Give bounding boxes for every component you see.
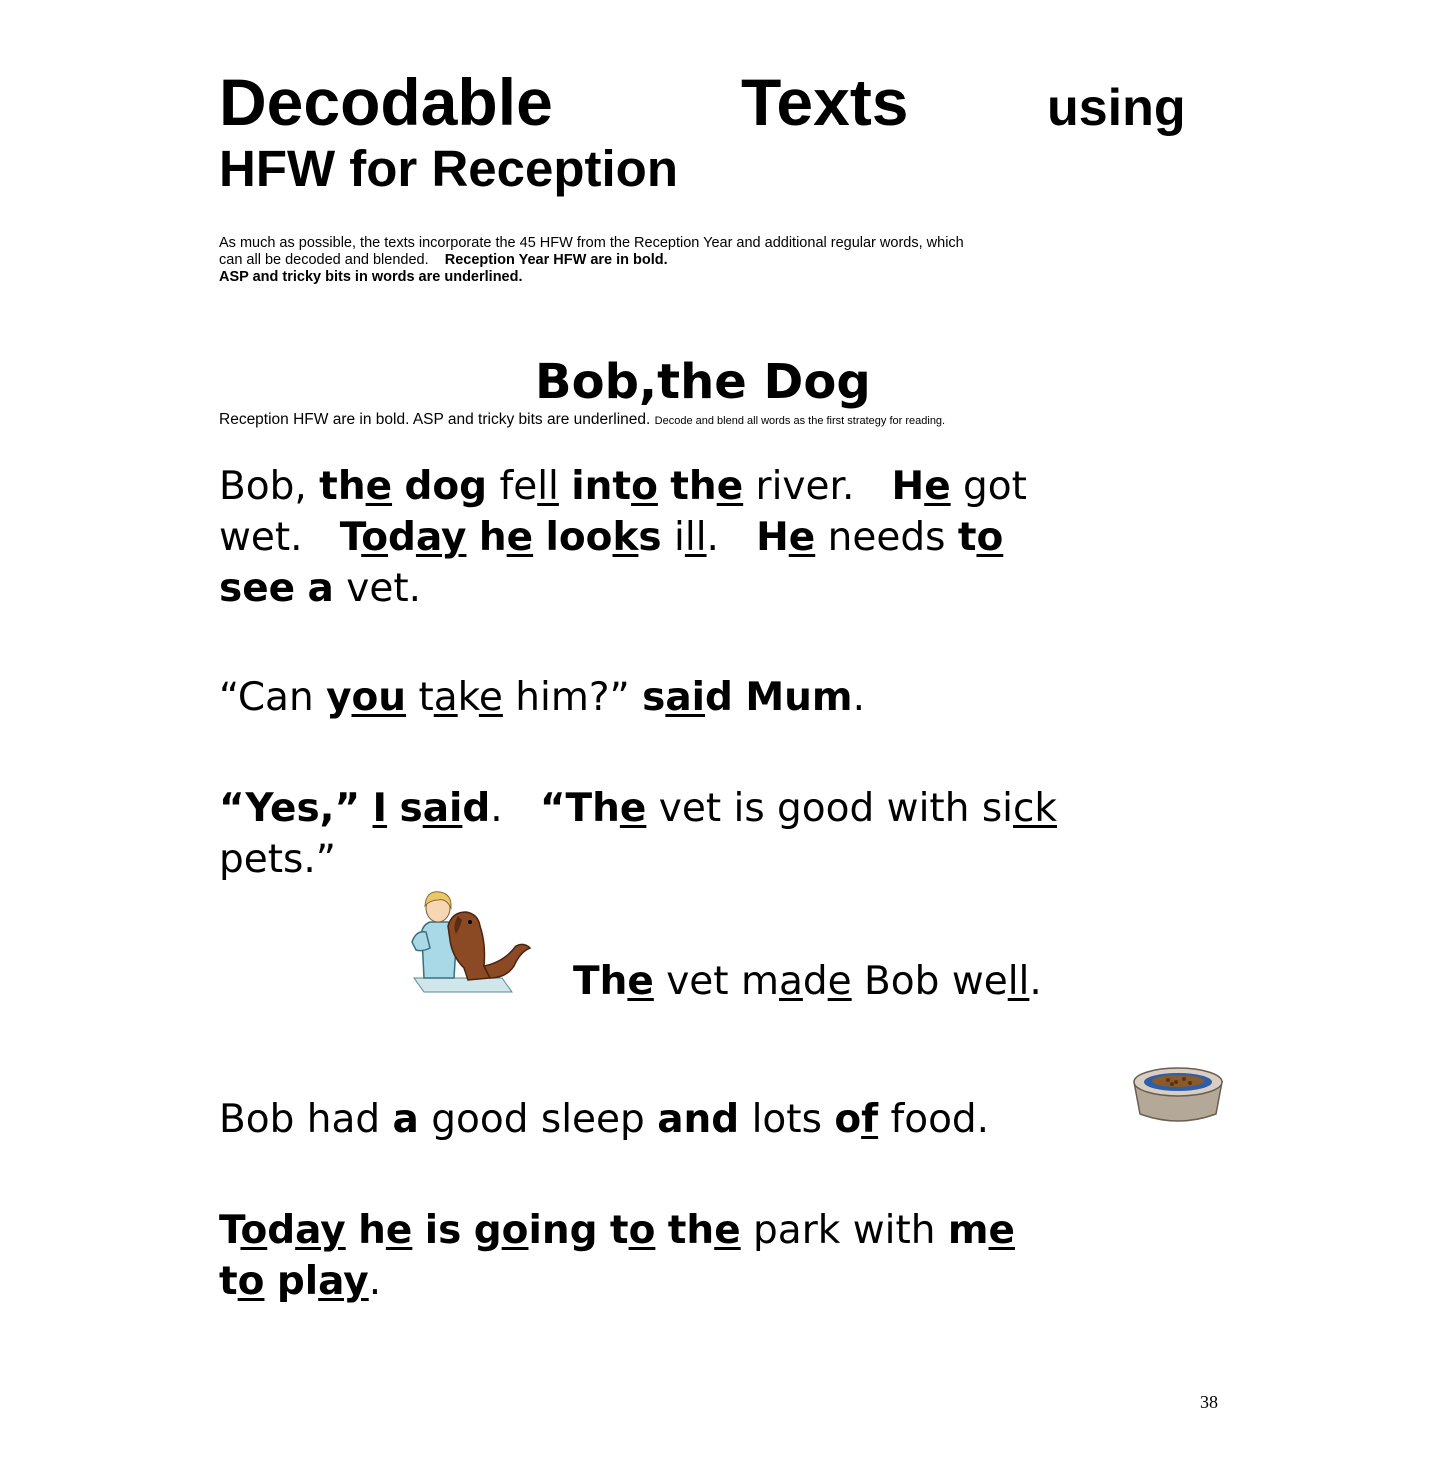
story-line: The vet made Bob well. (573, 959, 1042, 1004)
story-subtitle-small: Decode and blend all words as the first strategy for reading. (654, 415, 946, 427)
story-line: Today he is going to the park with me (219, 1208, 1015, 1253)
title-word: Decodable (219, 65, 553, 139)
story-subtitle-main: Reception HFW are in bold. ASP and tricky bits are underlined. (219, 411, 651, 428)
picture-caption (573, 956, 1042, 1007)
intro-plain: can all be decoded and blended. (219, 252, 429, 268)
intro-line (219, 252, 1229, 269)
story-paragraph (219, 1094, 989, 1145)
story-paragraph (219, 672, 865, 723)
story-line: “Can you take him?” said Mum. (219, 675, 865, 720)
story-line: see a vet. (219, 566, 422, 611)
story-paragraph (219, 461, 1027, 614)
title-word: using (1047, 79, 1186, 137)
story-subtitle (219, 410, 1229, 431)
vet-with-dog-picture (408, 886, 536, 994)
story-line: “Yes,” I said. “The vet is good with sick (219, 786, 1058, 831)
story-paragraph (219, 1205, 1015, 1307)
story-line: pets.” (219, 837, 336, 882)
story-title: Bob,the Dog (535, 354, 871, 410)
dog-food-bowl-picture (1130, 1062, 1226, 1128)
page-title (219, 66, 1226, 138)
story-line: to play. (219, 1259, 382, 1304)
intro-note (219, 235, 1229, 286)
title-word: Texts (741, 65, 909, 139)
page-number: 38 (1200, 1392, 1218, 1412)
intro-line: ASP and tricky bits in words are underlined. (219, 269, 523, 285)
intro-line: As much as possible, the texts incorporate the 45 HFW from the Reception Year and additional regular words, which (219, 235, 964, 251)
intro-bold: Reception Year HFW are in bold. (444, 252, 668, 268)
page-title-line-2: HFW for Reception (219, 140, 678, 197)
story-line: Bob had a good sleep and lots of food. (219, 1097, 990, 1142)
story-line: Bob, the dog fell into the river. He got (219, 464, 1027, 509)
story-line: wet. Today he looks ill. He needs to (219, 515, 1004, 560)
story-paragraph (219, 783, 1057, 885)
